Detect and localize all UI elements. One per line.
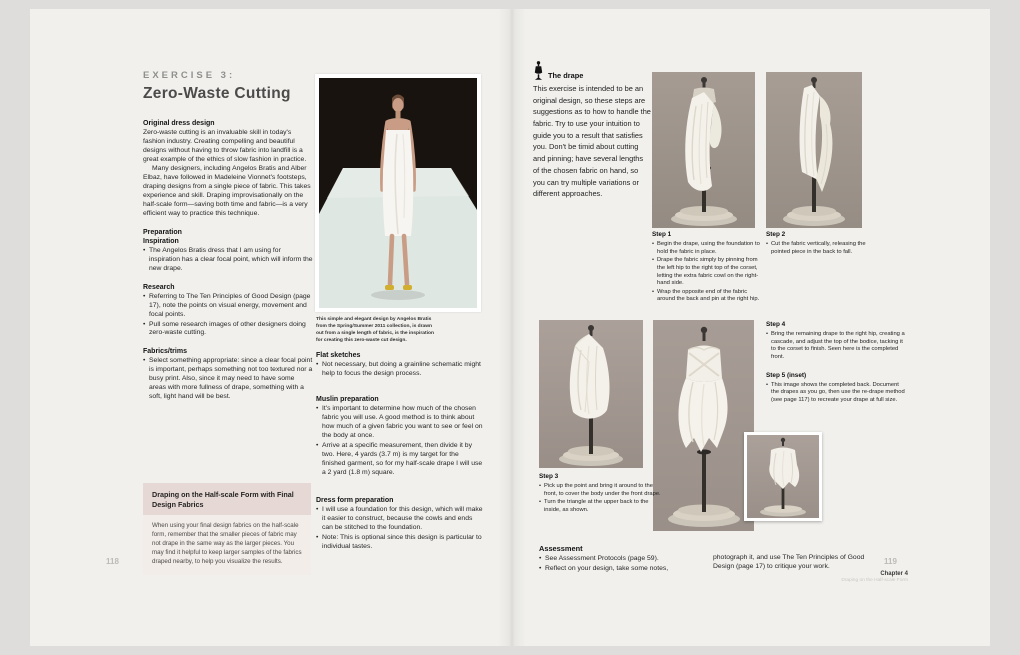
section-heading: Original dress design: [143, 120, 215, 127]
bullet-list: [766, 382, 908, 405]
bullet-item: • It's important to determine how much of the chosen fabric you will use. A good method is to think about how much of a given fabric you want to see or feel on the body at once.: [316, 405, 484, 441]
bullet-list: [539, 555, 711, 574]
bullet-list: [316, 405, 484, 478]
dress-form-step-1-illustration: [652, 72, 755, 228]
step-4-5-text-column: [766, 321, 908, 405]
drape-intro-block: [533, 61, 651, 200]
dress-form-icon: [533, 61, 544, 80]
step-label: Step 2: [766, 231, 786, 238]
section-muslin-preparation: [316, 396, 484, 479]
step-2-text: [766, 231, 868, 257]
step-label: Step 1: [652, 231, 672, 238]
page-number-right: 119: [884, 557, 897, 566]
chapter-label: Chapter 4: [880, 571, 908, 577]
chapter-title: Draping on the Half-scale Form: [841, 578, 908, 583]
section-original-dress-design: [143, 120, 313, 219]
exercise-kicker: EXERCISE 3:: [143, 70, 236, 81]
section-preparation: [143, 229, 313, 274]
bullet-list: [539, 483, 663, 515]
section-heading: Inspiration: [143, 237, 179, 245]
bullet-item: • Note: This is optional since this design is particular to individual tastes.: [316, 534, 484, 552]
bullet-item: • Cut the fabric vertically, releasing the pointed piece in the back to fall.: [766, 241, 868, 256]
photo-step-5-inset: [744, 432, 822, 521]
bullet-list: [143, 293, 313, 339]
step-4-text: [766, 321, 908, 362]
bullet-list: [143, 247, 313, 274]
section-heading: Dress form preparation: [316, 497, 394, 504]
bullet-item: • Begin the drape, using the foundation to hold the fabric in place.: [652, 241, 766, 256]
paragraph: When using your final design fabrics on the half-scale form, remember that the smaller pieces of fabric may not drape in the same way as the larger pieces. You may find it helpful to keep larger samples of the fabrics draped nearby, to help you visualize the results.: [152, 522, 302, 565]
step-label: Step 4: [766, 321, 786, 328]
bullet-item: • Turn the triangle at the upper back to the inside, as shown.: [539, 499, 663, 514]
section-fabrics-trims: [143, 348, 313, 402]
tip-box: [143, 483, 311, 575]
assessment-block: [539, 544, 711, 575]
photo-step-1: [652, 72, 755, 228]
photo-step-3: [539, 320, 643, 468]
left-page-main-column: [143, 70, 313, 412]
chapter-footer: [760, 571, 908, 583]
bullet-item: • Wrap the opposite end of the fabric around the back and pin at the right hip.: [652, 289, 766, 304]
assessment-continuation: photograph it, and use The Ten Principles of Good Design (page 17) to critique your work.: [713, 554, 865, 570]
bullet-item: • See Assessment Protocols (page 59).: [539, 555, 711, 564]
section-heading: Flat sketches: [316, 352, 361, 359]
bullet-item: • Select something appropriate: since a clear focal point is important, perhaps something not too textured nor a busy print. Also, since it may need to have some areas with more fullness of drape, something with a soft, light hand will be best.: [143, 357, 313, 402]
bullet-item: • Reflect on your design, take some notes,: [539, 565, 711, 574]
tip-box-heading: Draping on the Half-scale Form with Final Design Fabrics: [143, 483, 311, 515]
bullet-item: • This image shows the completed back. Document the drapes as you go, then use the re-drape method (see page 117) to recreate your drape at full size.: [766, 382, 908, 405]
bullet-item: • Referring to The Ten Principles of Good Design (page 17), note the points on visual energy, movement and focal points.: [143, 293, 313, 320]
section-dress-form-preparation: [316, 497, 484, 553]
bullet-item: • The Angelos Bratis dress that I am using for inspiration has a clear focal point, which will inform the new drape.: [143, 247, 313, 274]
runway-photo-illustration: [319, 78, 477, 308]
paragraph: Zero-waste cutting is an invaluable skill in today's fashion industry. Creating compelling and beautiful designs without having to throw fabric into landfill is a great example of the ethics of slow fashion in practice.: [143, 129, 307, 163]
dress-form-step-5-illustration: [747, 435, 819, 518]
bullet-item: • Pull some research images of other designers doing zero-waste cutting.: [143, 321, 313, 339]
section-heading: Fabrics/trims: [143, 348, 187, 356]
bullet-item: • Arrive at a specific measurement, then divide it by two. Here, 4 yards (3.7 m) is my target for the finished garment, so for my half-scale drape I will use a 2 yard (1.8 m) square.: [316, 442, 484, 478]
step-label: Step 3: [539, 473, 559, 480]
bullet-list: [316, 361, 484, 379]
photo-step-4: [653, 320, 754, 531]
step-label: Step 5 (inset): [766, 371, 807, 379]
bullet-item: • I will use a foundation for this design, which will make it easier to construct, because the cowls and ends can be stitched to the foundation.: [316, 506, 484, 533]
section-heading: Muslin preparation: [316, 396, 379, 403]
bullet-item: • Drape the fabric simply by pinning from the left hip to the right top of the corset, letting the extra fabric cowl on the right-hand side.: [652, 257, 766, 288]
dress-form-step-3-illustration: [539, 320, 643, 468]
drape-heading: The drape: [548, 71, 584, 80]
section-heading: Research: [143, 283, 175, 291]
bullet-item: • Pick up the point and bring it around to the front, to cover the body under the front drape.: [539, 483, 663, 498]
drape-intro-text: This exercise is intended to be an original design, so these steps are suggestions as to how to handle the fabric. Try to use your intuition to guide you to a result that satisfies you. Don't be timid about cutting and pinning; have several lengths of the chosen fabric on hand, so you can try multiple variations or different approaches.: [533, 84, 651, 199]
section-heading: Assessment: [539, 544, 583, 553]
paragraph: Many designers, including Angelos Bratis and Alber Elbaz, have followed in Madeleine Vionnet's footsteps, draping designs from a single piece of fabric. This takes experience and skill. Draping improvisationally on the half-scale form—saving both time and fabric—is a very efficient way to practice this technique.: [143, 164, 311, 217]
dress-form-step-2-illustration: [766, 72, 862, 228]
step-3-text: [539, 473, 663, 516]
section-flat-sketches: [316, 352, 484, 380]
bullet-list: [652, 241, 766, 304]
bullet-list: [766, 331, 908, 362]
page-number-left: 118: [106, 557, 119, 566]
bullet-list: [143, 357, 313, 402]
dress-form-step-4-illustration: [653, 320, 754, 531]
step-1-text: [652, 231, 766, 305]
step-5-text: [766, 372, 908, 405]
tip-box-body: [143, 515, 311, 575]
page-gutter: [498, 9, 526, 646]
bullet-item: • Bring the remaining drape to the right hip, creating a cascade, and adjust the top of the bodice, tacking it to the corset to finish. Seen here is the completed front.: [766, 331, 908, 362]
bullet-list: [316, 506, 484, 552]
section-research: [143, 284, 313, 339]
page-title: Zero-Waste Cutting: [143, 85, 291, 102]
photo-step-2: [766, 72, 862, 228]
runway-photo: [315, 74, 481, 312]
runway-photo-caption: This simple and elegant design by Angelos Bratis from the Spring/Summer 2011 collection, is drawn out from a single length of fabric, is the inspiration for creating this zero-waste cut design.: [316, 317, 434, 343]
section-heading: Preparation: [143, 228, 182, 236]
drape-heading-row: [533, 61, 651, 80]
bullet-list: [766, 241, 868, 256]
bullet-item: • Not necessary, but doing a grainline schematic might help to focus the design process.: [316, 361, 484, 379]
